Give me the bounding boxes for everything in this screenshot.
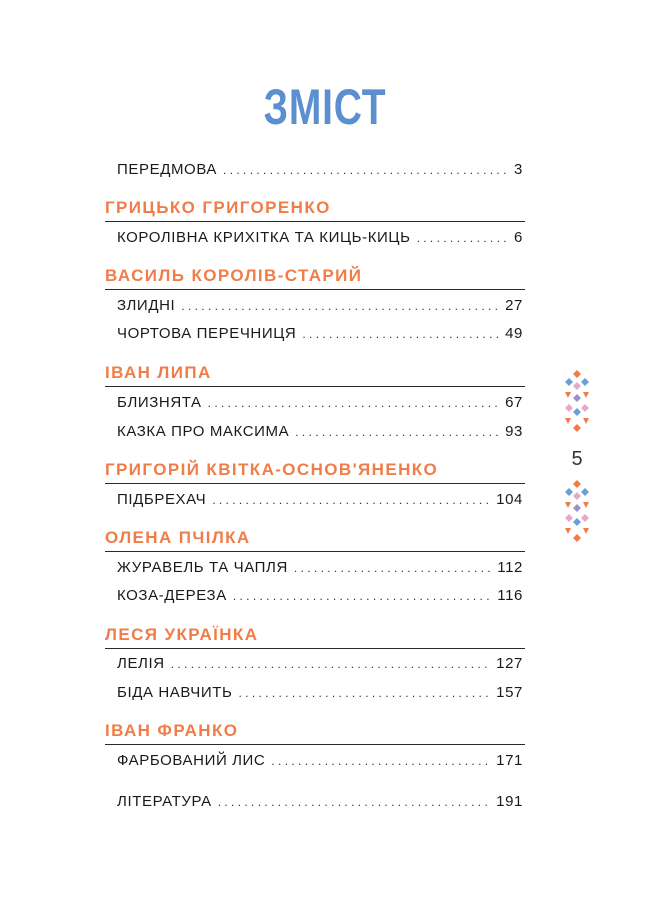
toc-entry[interactable] <box>117 749 523 769</box>
dot-leader <box>302 326 499 342</box>
author-heading: ОЛЕНА ПЧІЛКА <box>105 528 251 547</box>
entry-title: ПІДБРЕХАЧ <box>117 491 207 508</box>
toc-entry-preface[interactable] <box>117 158 523 178</box>
divider <box>105 551 525 552</box>
entry-page: 116 <box>497 587 523 604</box>
entry-page: 6 <box>514 229 523 246</box>
entry-title: КОРОЛІВНА КРИХІТКА ТА КИЦЬ-КИЦЬ <box>117 229 411 246</box>
entry-page: 3 <box>514 161 523 178</box>
divider <box>105 483 525 484</box>
folk-ornament-icon <box>563 370 591 434</box>
entry-title: ЛЕЛІЯ <box>117 655 165 672</box>
divider <box>105 289 525 290</box>
entry-page: 157 <box>496 684 523 701</box>
entry-page: 49 <box>505 325 523 342</box>
dot-leader <box>233 588 491 604</box>
entry-page: 104 <box>496 491 523 508</box>
entry-title: ФАРБОВАНИЙ ЛИС <box>117 752 266 769</box>
dot-leader <box>295 424 499 440</box>
divider <box>105 744 525 745</box>
entry-title: ЧОРТОВА ПЕРЕЧНИЦЯ <box>117 325 297 342</box>
divider <box>105 386 525 387</box>
page-title: ЗМІСТ <box>263 79 387 135</box>
toc-entry[interactable] <box>117 681 523 701</box>
dot-leader <box>271 753 490 769</box>
folk-ornament-icon <box>563 480 591 544</box>
dot-leader <box>208 395 499 411</box>
dot-leader <box>181 298 499 314</box>
author-heading: ІВАН ЛИПА <box>105 363 212 382</box>
author-heading: ЛЕСЯ УКРАЇНКА <box>105 625 259 644</box>
toc-entry[interactable] <box>117 322 523 342</box>
toc-entry[interactable] <box>117 391 523 411</box>
entry-title: ЖУРАВЕЛЬ ТА ЧАПЛЯ <box>117 559 288 576</box>
author-heading: ГРИЦЬКО ГРИГОРЕНКО <box>105 198 331 217</box>
toc-entry[interactable] <box>117 652 523 672</box>
entry-page: 112 <box>497 559 523 576</box>
entry-page: 191 <box>496 793 523 810</box>
toc-entry[interactable] <box>117 556 523 576</box>
page-number: 5 <box>571 448 583 470</box>
toc-entry[interactable] <box>117 294 523 314</box>
entry-title: БІДА НАВЧИТЬ <box>117 684 233 701</box>
dot-leader <box>212 492 490 508</box>
dot-leader <box>239 685 491 701</box>
entry-page: 93 <box>505 423 523 440</box>
author-heading: ВАСИЛЬ КОРОЛІВ-СТАРИЙ <box>105 266 363 285</box>
entry-title: ЗЛИДНІ <box>117 297 176 314</box>
author-heading: ГРИГОРІЙ КВІТКА-ОСНОВ'ЯНЕНКО <box>105 460 439 479</box>
entry-title: КОЗА-ДЕРЕЗА <box>117 587 227 604</box>
toc-entry[interactable] <box>117 420 523 440</box>
dot-leader <box>218 794 490 810</box>
entry-page: 27 <box>505 297 523 314</box>
toc-entry[interactable] <box>117 584 523 604</box>
divider <box>105 648 525 649</box>
toc-entry-literature[interactable] <box>117 790 523 810</box>
divider <box>105 221 525 222</box>
toc-entry[interactable] <box>117 488 523 508</box>
entry-page: 67 <box>505 394 523 411</box>
entry-title: ПЕРЕДМОВА <box>117 161 218 178</box>
entry-page: 127 <box>496 655 523 672</box>
entry-title: ЛІТЕРАТУРА <box>117 793 212 810</box>
dot-leader <box>171 656 490 672</box>
dot-leader <box>417 230 508 246</box>
entry-title: КАЗКА ПРО МАКСИМА <box>117 423 290 440</box>
dot-leader <box>223 162 508 178</box>
entry-title: БЛИЗНЯТА <box>117 394 202 411</box>
entry-page: 171 <box>496 752 523 769</box>
toc-entry[interactable] <box>117 226 523 246</box>
dot-leader <box>294 560 491 576</box>
author-heading: ІВАН ФРАНКО <box>105 721 239 740</box>
